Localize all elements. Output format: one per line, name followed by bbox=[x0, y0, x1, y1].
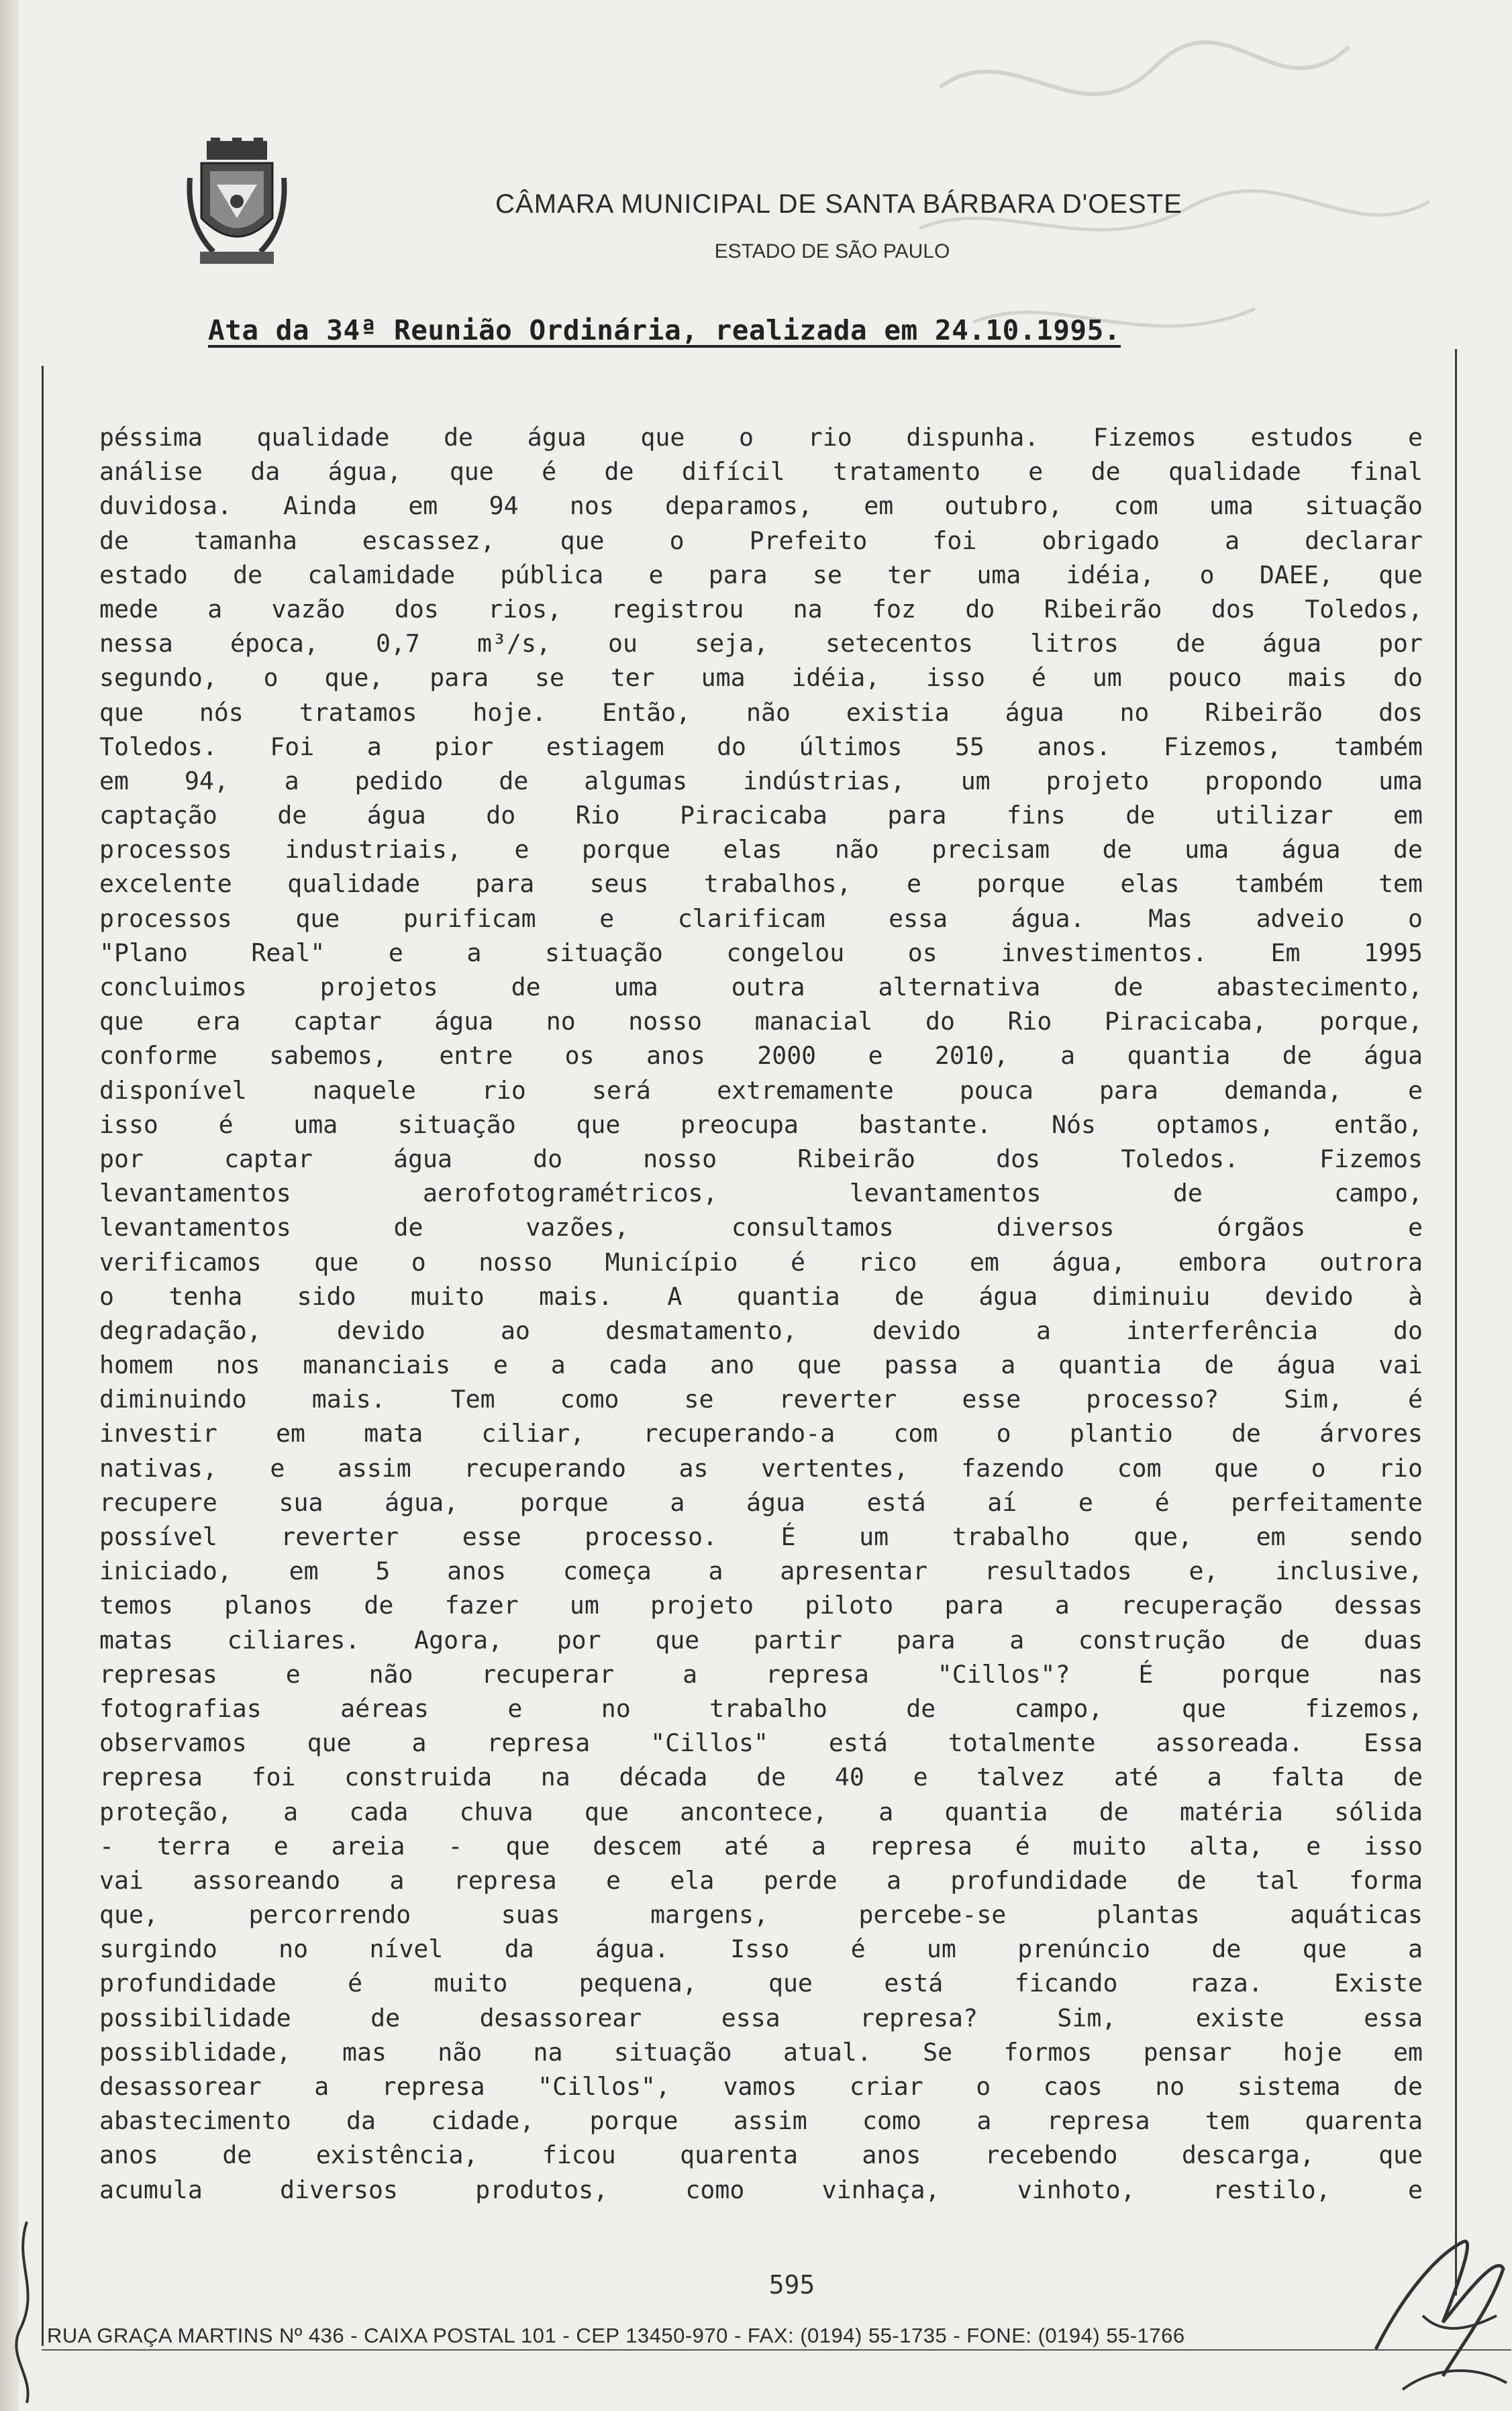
body-line: levantamentos de vazões, consultamos diversos órgãos e bbox=[99, 1213, 1423, 1242]
body-line: anos de existência, ficou quarenta anos recebendo descarga, que bbox=[99, 2141, 1423, 2170]
body-line: processos industriais, e porque elas não precisam de uma água de bbox=[99, 835, 1423, 865]
body-line: disponível naquele rio será extremamente pouca para demanda, e bbox=[99, 1075, 1423, 1105]
body-line: segundo, o que, para se ter uma idéia, isso é um pouco mais do bbox=[99, 663, 1423, 693]
body-line: homem nos mananciais e a cada ano que passa a quantia de água vai bbox=[99, 1350, 1423, 1380]
body-line: levantamentos aerofotogramétricos, levantamentos de campo, bbox=[99, 1179, 1423, 1208]
page-binding-edge bbox=[0, 0, 19, 2411]
institution-name: CÂMARA MUNICIPAL DE SANTA BÁRBARA D'OESTE bbox=[495, 189, 1182, 219]
body-line: recupere sua água, porque a água está aí e é perfeitamente bbox=[99, 1487, 1423, 1517]
body-line: desassorear a represa "Cillos", vamos criar o caos no sistema de bbox=[99, 2072, 1423, 2101]
body-line: mede a vazão dos rios, registrou na foz do Ribeirão dos Toledos, bbox=[99, 594, 1423, 624]
body-line: represas e não recuperar a represa "Cillos"? É porque nas bbox=[99, 1659, 1423, 1689]
body-line: excelente qualidade para seus trabalhos, e porque elas também tem bbox=[99, 869, 1423, 899]
body-line: temos planos de fazer um projeto piloto para a recuperação dessas bbox=[99, 1591, 1423, 1620]
body-line: possiblidade, mas não na situação atual. Se formos pensar hoje em bbox=[99, 2037, 1423, 2067]
body-line: Toledos. Foi a pior estiagem do últimos 55 anos. Fizemos, também bbox=[99, 732, 1423, 761]
body-line: fotografias aéreas e no trabalho de campo, que fizemos, bbox=[99, 1693, 1423, 1723]
body-line: captação de água do Rio Piracicaba para fins de utilizar em bbox=[99, 801, 1423, 830]
body-line: represa foi construida na década de 40 e talvez até a falta de bbox=[99, 1763, 1423, 1792]
body-line: matas ciliares. Agora, por que partir para a construção de duas bbox=[99, 1625, 1423, 1655]
document-title: Ata da 34ª Reunião Ordinária, realizada em 24.10.1995. bbox=[208, 314, 1121, 346]
right-margin-line bbox=[1455, 349, 1457, 2296]
body-line: nessa época, 0,7 m³/s, ou seja, setecentos litros de água por bbox=[99, 629, 1423, 658]
body-line: análise da água, que é de difícil tratamento e de qualidade final bbox=[99, 457, 1423, 487]
footer-address: RUA GRAÇA MARTINS Nº 436 - CAIXA POSTAL 101 - CEP 13450-970 - FAX: (0194) 55-1735 - FONE: (0194) 55-1766 bbox=[47, 2324, 1185, 2347]
body-line: concluimos projetos de uma outra alternativa de abastecimento, bbox=[99, 973, 1423, 1001]
municipal-coat-of-arms-icon bbox=[187, 138, 287, 272]
body-line: "Plano Real" e a situação congelou os investimentos. Em 1995 bbox=[99, 938, 1423, 967]
body-line: - terra e areia - que descem até a represa é muito alta, e isso bbox=[99, 1831, 1423, 1861]
body-line: que era captar água no nosso manacial do Rio Piracicaba, porque, bbox=[99, 1007, 1423, 1036]
body-line: por captar água do nosso Ribeirão dos Toledos. Fizemos bbox=[99, 1144, 1423, 1173]
body-line: investir em mata ciliar, recuperando-a com o plantio de árvores bbox=[99, 1419, 1423, 1448]
page-number: 595 bbox=[768, 2270, 815, 2300]
body-line: estado de calamidade pública e para se ter uma idéia, o DAEE, que bbox=[99, 560, 1423, 589]
body-line: em 94, a pedido de algumas indústrias, um projeto propondo uma bbox=[99, 766, 1423, 795]
body-line: nativas, e assim recuperando as vertentes, fazendo com que o rio bbox=[99, 1453, 1423, 1483]
body-line: surgindo no nível da água. Isso é um prenúncio de que a bbox=[99, 1934, 1423, 1964]
body-line: possível reverter esse processo. É um trabalho que, em sendo bbox=[99, 1522, 1423, 1551]
body-line: possibilidade de desassorear essa represa? Sim, existe essa bbox=[99, 2003, 1423, 2032]
body-line: péssima qualidade de água que o rio dispunha. Fizemos estudos e bbox=[99, 423, 1423, 452]
body-line: abastecimento da cidade, porque assim como a represa tem quarenta bbox=[99, 2106, 1423, 2136]
body-line: observamos que a represa "Cillos" está totalmente assoreada. Essa bbox=[99, 1728, 1423, 1758]
body-line: de tamanha escassez, que o Prefeito foi obrigado a declarar bbox=[99, 526, 1423, 555]
body-line: processos que purificam e clarificam essa água. Mas adveio o bbox=[99, 903, 1423, 933]
body-line: que nós tratamos hoje. Então, não existia água no Ribeirão dos bbox=[99, 697, 1423, 727]
handwritten-signature bbox=[1362, 2215, 1512, 2411]
state-name: ESTADO DE SÃO PAULO bbox=[714, 240, 950, 262]
body-line: o tenha sido muito mais. A quantia de água diminuiu devido à bbox=[99, 1281, 1423, 1311]
body-line: acumula diversos produtos, como vinhaça, vinhoto, restilo, e bbox=[99, 2175, 1423, 2204]
body-line: verificamos que o nosso Município é rico em água, embora outrora bbox=[99, 1247, 1423, 1277]
body-line: vai assoreando a represa e ela perde a profundidade de tal forma bbox=[99, 1865, 1423, 1895]
body-line: que, percorrendo suas margens, percebe-se plantas aquáticas bbox=[99, 1900, 1423, 1930]
body-line: profundidade é muito pequena, que está ficando raza. Existe bbox=[99, 1969, 1423, 1998]
body-line: iniciado, em 5 anos começa a apresentar resultados e, inclusive, bbox=[99, 1557, 1423, 1586]
body-line: isso é uma situação que preocupa bastante. Nós optamos, então, bbox=[99, 1110, 1423, 1139]
left-margin-line bbox=[42, 366, 44, 2346]
body-line: conforme sabemos, entre os anos 2000 e 2010, a quantia de água bbox=[99, 1041, 1423, 1071]
body-line: degradação, devido ao desmatamento, devido a interferência do bbox=[99, 1316, 1423, 1345]
body-line: proteção, a cada chuva que ancontece, a quantia de matéria sólida bbox=[99, 1797, 1423, 1826]
document-body bbox=[99, 420, 1423, 2207]
footer-divider bbox=[42, 2349, 1511, 2351]
margin-initials bbox=[0, 2208, 54, 2410]
body-line: duvidosa. Ainda em 94 nos deparamos, em outubro, com uma situação bbox=[99, 491, 1423, 521]
body-line: diminuindo mais. Tem como se reverter esse processo? Sim, é bbox=[99, 1385, 1423, 1414]
